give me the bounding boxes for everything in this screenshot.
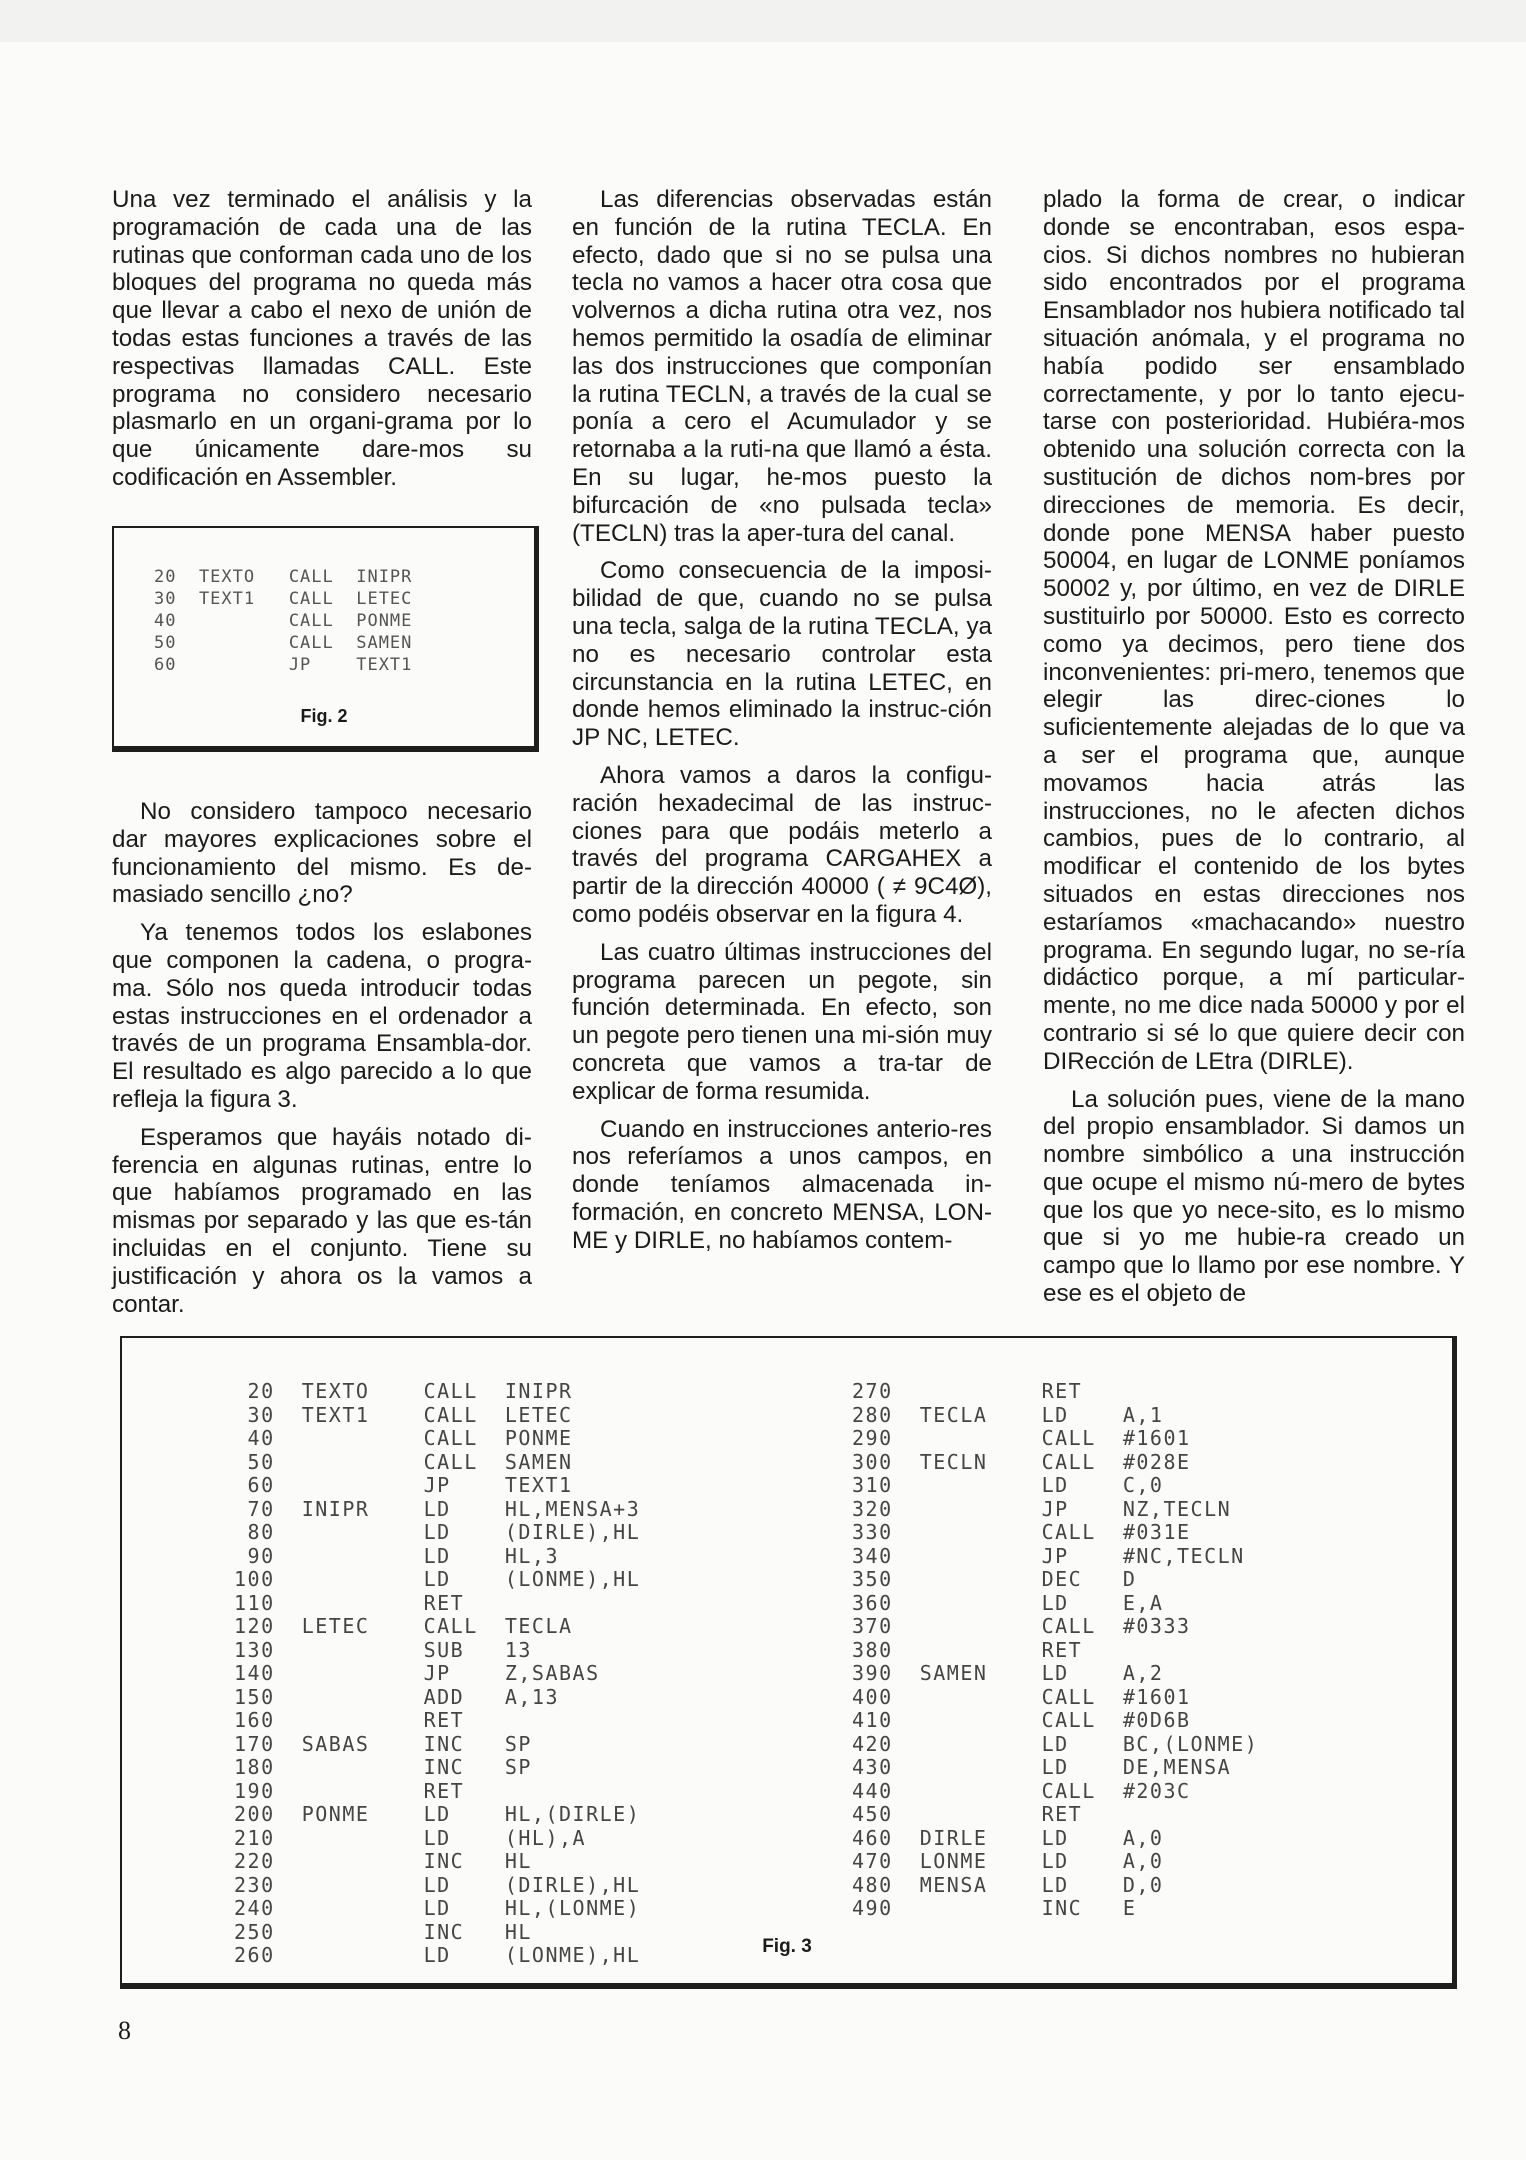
- column-2: [572, 186, 992, 1264]
- page-number: 8: [118, 2016, 131, 2045]
- figure-3-code-left: 20 TEXTO CALL INIPR 30 TEXT1 CALL LETEC 40 CALL PONME 50 CALL SAMEN 60 JP TEXT1 70 INIPR LD HL,MENSA+3 80 LD (DIRLE),HL 90 LD HL,3 100 LD (LONME),HL 110 RET 120 LETEC CALL TECLA 130 SUB 13 140 JP Z,SABAS 150 ADD A,13 160 RET 170 SABAS INC SP 180 INC SP 190 RET 200 PONME LD HL,(DIRLE) 210 LD (HL),A 220 INC HL 230 LD (DIRLE),HL 240 LD HL,(LONME) 250 INC HL 260 LD (LONME),HL: [234, 1379, 641, 1967]
- paragraph: Las cuatro últimas instrucciones del programa parecen un pegote, sin función determinada. En efecto, son un pegote pero tienen una mi-sión muy concreta que vamos a tra-tar de explicar de forma resumida.: [572, 938, 992, 1105]
- paragraph: Cuando en instrucciones anterio-res nos referíamos a unos campos, en donde teníamos almacenada in-formación, en concreto MENSA, LON-ME y DIRLE, no habíamos contem-: [572, 1115, 992, 1254]
- paragraph: Las diferencias observadas están en función de la rutina TECLA. En efecto, dado que si no se pulsa una tecla no vamos a hacer otra cosa que volvernos a dicha rutina otra vez, nos hemos permitido la osadía de eliminar las dos instrucciones que componían la rutina TECLN, a través de la cual se ponía a cero el Acumulador y se retornaba a la ruti-na que llamó a ésta. En su lugar, he-mos puesto la bifurcación de «no pulsada tecla» (TECLN) tras la aper-tura del canal.: [572, 186, 992, 547]
- figure-3: [120, 1336, 1457, 1989]
- paragraph: Como consecuencia de la imposi-bilidad de que, cuando no se pulsa una tecla, salga de la rutina TECLA, ya no es necesario controlar esta circunstancia en la rutina LETEC, en donde hemos eliminado la instruc-ción JP NC, LETEC.: [572, 557, 992, 752]
- figure-3-code-right: 270 RET 280 TECLA LD A,1 290 CALL #1601 300 TECLN CALL #028E 310 LD C,0 320 JP NZ,TECLN 330 CALL #031E 340 JP #NC,TECLN 350 DEC D 360 LD E,A 370 CALL #0333 380 RET 390 SAMEN LD A,2 400 CALL #1601 410 CALL #0D6B 420 LD BC,(LONME) 430 LD DE,MENSA 440 CALL #203C 450 RET 460 DIRLE LD A,0 470 LONME LD A,0 480 MENSA LD D,0 490 INC E: [852, 1379, 1259, 1920]
- figure-2: [112, 526, 539, 752]
- column-1: [112, 186, 532, 502]
- column-1-lower: [112, 798, 532, 1328]
- column-3: [1043, 186, 1465, 1318]
- figure-2-caption: Fig. 2: [300, 706, 348, 726]
- paragraph: Una vez terminado el análisis y la programación de cada una de las rutinas que conforman cada uno de los bloques del programa no queda más que llevar a cabo el nexo de unión de todas estas funciones a través de las respectivas llamadas CALL. Este programa no considero necesario plasmarlo en un organi-grama por lo que únicamente dare-mos su codificación en Assembler.: [112, 186, 532, 491]
- paragraph: Ahora vamos a daros la configu-ración hexadecimal de las instruc-ciones para que podáis meterlo a través del programa CARGAHEX a partir de la dirección 40000 ( ≠ 9C4Ø), como podéis observar en la figura 4.: [572, 761, 992, 928]
- paragraph: La solución pues, viene de la mano del propio ensamblador. Si damos un nombre simbólico a una instrucción que ocupe el mismo nú-mero de bytes que los que yo nece-sito, es lo mismo que si yo me hubie-ra creado un campo que lo llamo por ese nombre. Y ese es el objeto de: [1043, 1085, 1465, 1308]
- figure-3-caption: Fig. 3: [762, 1936, 812, 1957]
- figure-2-code: 20 TEXTO CALL INIPR 30 TEXT1 CALL LETEC 40 CALL PONME 50 CALL SAMEN 60 JP TEXT1: [154, 567, 413, 675]
- paragraph: Esperamos que hayáis notado di-ferencia en algunas rutinas, entre lo que habíamos programado en las mismas por separado y las que es-tán incluidas en el conjunto. Tiene su justificación y ahora os la vamos a contar.: [112, 1123, 532, 1318]
- paragraph: Ya tenemos todos los eslabones que componen la cadena, o progra-ma. Sólo nos queda introducir todas estas instrucciones en el ordenador a través de un programa Ensambla-dor. El resultado es algo parecido a lo que refleja la figura 3.: [112, 919, 532, 1113]
- paragraph: No considero tampoco necesario dar mayores explicaciones sobre el funcionamiento del mismo. Es de-masiado sencillo ¿no?: [112, 798, 532, 909]
- paragraph: plado la forma de crear, o indicar donde se encontraban, esos espa-cios. Si dichos nombres no hubieran sido encontrados por el programa Ensamblador nos hubiera notificado tal situación anómala, y el programa no había podido ser ensamblado correctamente, y por lo tanto ejecu-tarse con posterioridad. Hubiéra-mos obtenido una solución correcta con la sustitución de dichos nom-bres por direcciones de memoria. Es decir, donde pone MENSA haber puesto 50004, en lugar de LONME poníamos 50002 y, por último, en vez de DIRLE sustituirlo por 50000. Esto es correcto como ya decimos, pero tiene dos inconvenientes: pri-mero, tenemos que elegir las direc-ciones lo suficientemente alejadas de lo que va a ser el programa que, aunque movamos hacia atrás las instrucciones, no le afecten dichos cambios, pues de lo contrario, al modificar el contenido de los bytes situados en estas direcciones nos estaríamos «machacando» nuestro programa. En segundo lugar, no se-ría didáctico porque, a mí particular-mente, no me dice nada 50000 y por el contrario si sé lo que quiere decir con DIRección de LEtra (DIRLE).: [1043, 186, 1465, 1075]
